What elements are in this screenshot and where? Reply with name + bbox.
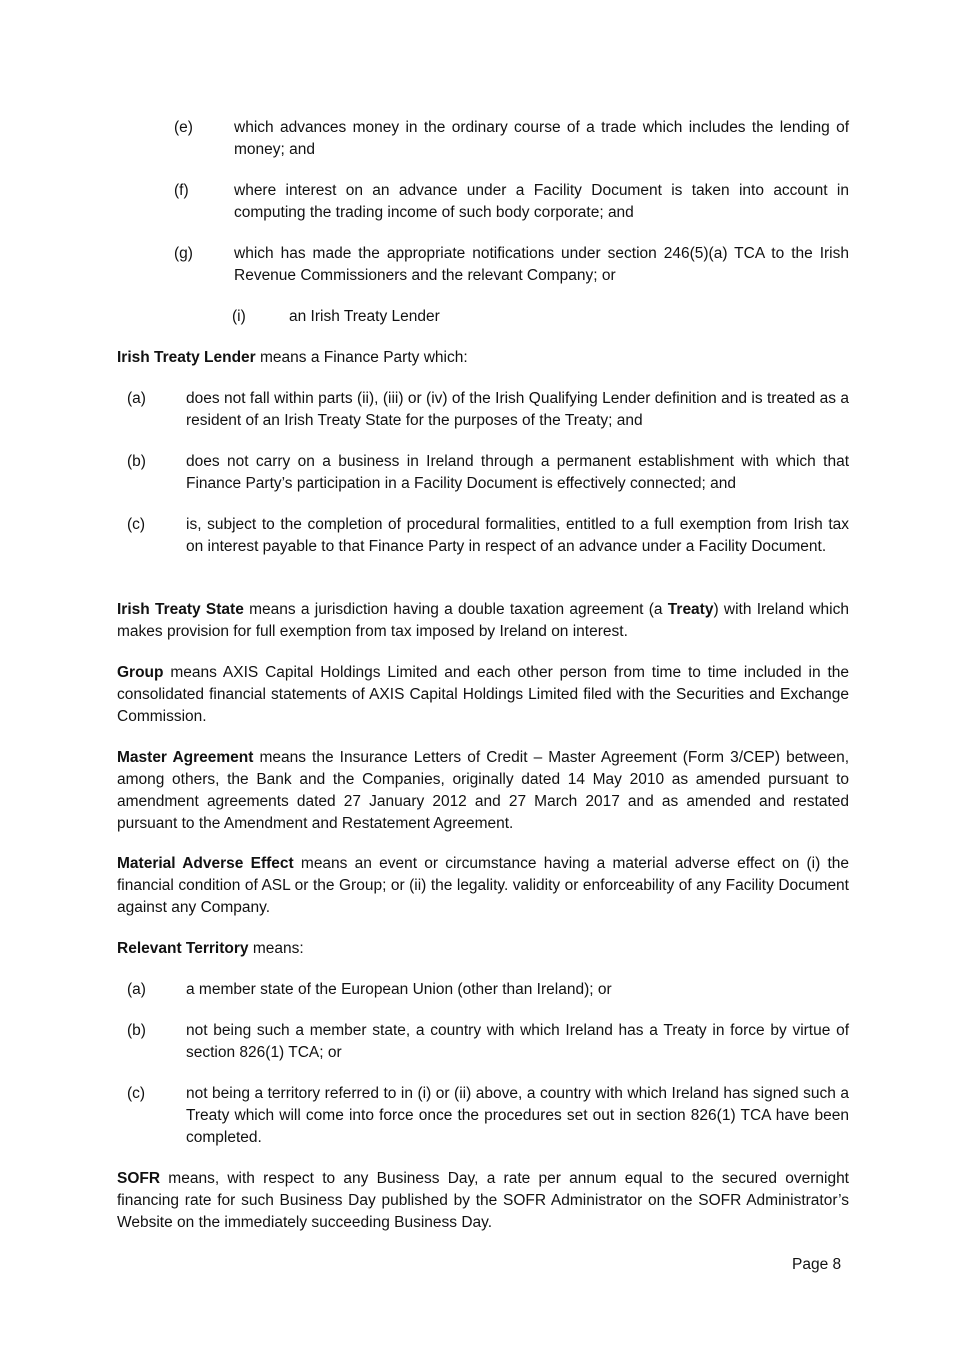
- definition-relevant-territory: [117, 938, 849, 960]
- definition-irish-treaty-state: [117, 599, 849, 643]
- list-item: [0, 243, 965, 287]
- item-text: a member state of the European Union (other than Ireland); or: [186, 981, 612, 998]
- defined-term: Irish Treaty State: [117, 601, 244, 618]
- defined-term: Irish Treaty Lender: [117, 349, 256, 366]
- item-text: is, subject to the completion of procedural formalities, entitled to a full exemption from Irish tax on interest payable to that Finance Party in respect of an advance under a Facility Document.: [186, 516, 849, 555]
- list-item: [0, 388, 965, 432]
- list-item: [0, 451, 965, 495]
- list-item: [0, 1020, 965, 1064]
- item-label: (i): [232, 308, 246, 325]
- definition-text: means:: [248, 940, 304, 957]
- definition-text: means a jurisdiction having a double taxation agreement (a: [243, 601, 668, 618]
- defined-term: SOFR: [117, 1170, 161, 1187]
- definition-text: means, with respect to any Business Day, a rate per annum equal to the secured overnight financing rate for such Business Day published by the SOFR Administrator on the SOFR Administrator’s Website on the immediately succeeding Business Day.: [117, 1170, 849, 1231]
- item-text: which advances money in the ordinary course of a trade which includes the lending of money; and: [234, 119, 849, 158]
- item-label: (c): [127, 1085, 146, 1102]
- item-label: (b): [127, 1022, 146, 1039]
- definition-group: [117, 662, 849, 728]
- item-text: does not carry on a business in Ireland through a permanent establishment with which that Finance Party’s participation in a Facility Document is effectively connected; and: [186, 453, 849, 492]
- list-item: [0, 514, 965, 580]
- defined-term: Relevant Territory: [117, 940, 249, 957]
- list-item: [0, 117, 965, 161]
- item-label: (c): [127, 516, 146, 533]
- item-label: (a): [127, 390, 146, 407]
- defined-term: Treaty: [667, 601, 714, 618]
- definition-irish-treaty-lender: [117, 347, 849, 369]
- item-label: (f): [174, 182, 189, 199]
- list-item: [0, 180, 965, 224]
- definition-text: means an event or circumstance having a material adverse effect on (i) the financial condition of ASL or the Group; or (ii) the legality. validity or enforceability of any Facility Document against any Company.: [117, 855, 849, 916]
- defined-term: Group: [117, 664, 164, 681]
- defined-term: Master Agreement: [117, 749, 254, 766]
- definition-text: means a Finance Party which:: [255, 349, 468, 366]
- defined-term: Material Adverse Effect: [117, 855, 294, 872]
- item-label: (b): [127, 453, 146, 470]
- sub-list-item: [0, 306, 965, 328]
- list-item: [0, 979, 965, 1001]
- page-number: Page 8: [792, 1256, 842, 1273]
- item-text: where interest on an advance under a Facility Document is taken into account in computing the trading income of such body corporate; and: [234, 182, 849, 221]
- item-text: an Irish Treaty Lender: [289, 308, 440, 325]
- item-text: not being such a member state, a country with which Ireland has a Treaty in force by virtue of section 826(1) TCA; or: [186, 1022, 849, 1061]
- definition-text: means AXIS Capital Holdings Limited and each other person from time to time included in the consolidated financial statements of AXIS Capital Holdings Limited filed with the Securities and Exchange Commission.: [117, 664, 849, 725]
- definition-master-agreement: [117, 747, 849, 835]
- definition-text: ) with Ireland which makes provision for full exemption from tax imposed by Ireland on interest.: [117, 601, 849, 640]
- definition-sofr: [117, 1168, 849, 1234]
- definition-material-adverse-effect: [117, 853, 849, 919]
- item-label: (e): [174, 119, 193, 136]
- item-text: not being a territory referred to in (i) or (ii) above, a country with which Ireland has signed such a Treaty which will come into force once the procedures set out in section 826(1) TCA have been completed.: [186, 1085, 849, 1146]
- item-text: which has made the appropriate notifications under section 246(5)(a) TCA to the Irish Revenue Commissioners and the relevant Company; or: [234, 245, 849, 284]
- item-label: (g): [174, 245, 193, 262]
- item-text: does not fall within parts (ii), (iii) or (iv) of the Irish Qualifying Lender definition and is treated as a resident of an Irish Treaty State for the purposes of the Treaty; and: [186, 390, 849, 429]
- list-item: [0, 1083, 965, 1149]
- definition-text: means the Insurance Letters of Credit – Master Agreement (Form 3/CEP) between, among others, the Bank and the Companies, originally dated 14 May 2010 as amended pursuant to amendment agreements dated 27 January 2012 and 27 March 2017 and as amended and restated pursuant to the Amendment and Restatement Agreement.: [117, 749, 849, 832]
- item-label: (a): [127, 981, 146, 998]
